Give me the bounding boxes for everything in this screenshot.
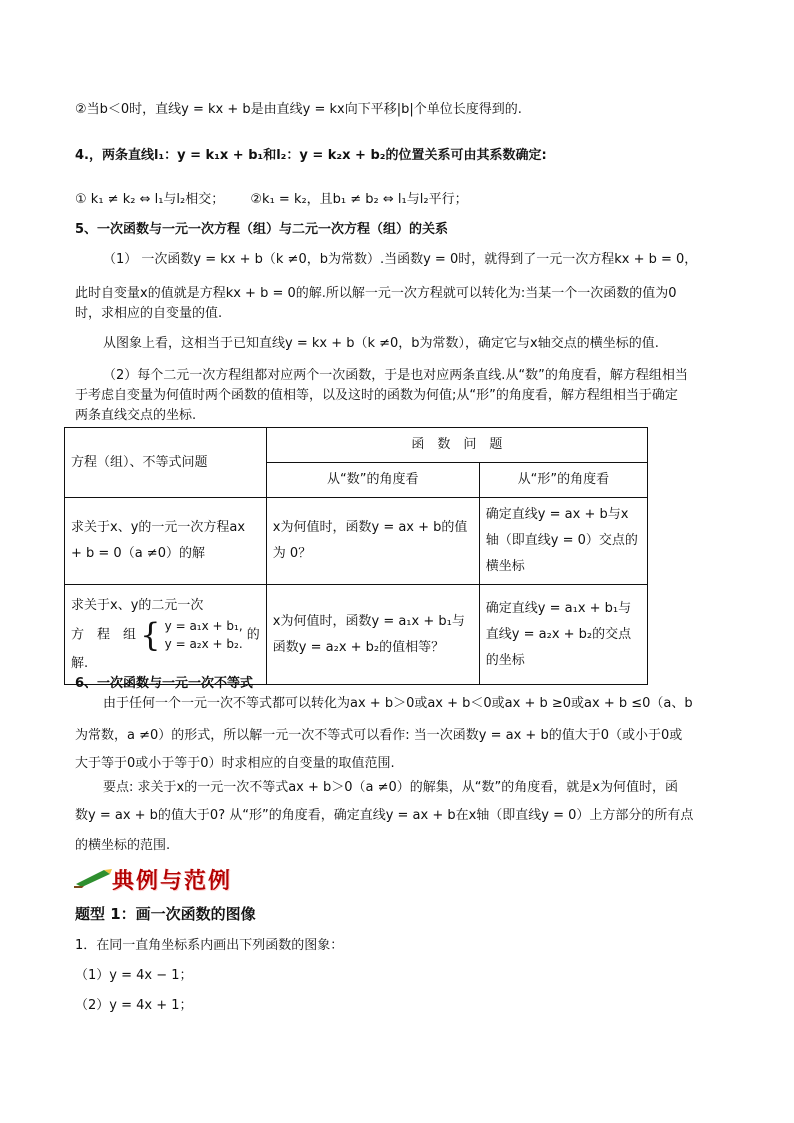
comparison-table (64, 427, 648, 685)
table-header-num: 从“数”的角度看 (266, 463, 479, 498)
text-line (75, 190, 468, 210)
text-line: 要点: 求关于x的一元一次不等式ax + b＞0（a ≠0）的解集，从“数”的角度看，就是x为何值时，函 (103, 780, 678, 795)
table-row (65, 428, 648, 463)
equation-system (165, 617, 243, 653)
table-header-top: 函 数 问 题 (266, 428, 647, 463)
table-header-left: 方程（组）、不等式问题 (65, 428, 267, 498)
table-cell: x为何值时，函数y = ax + b的值为 0？ (266, 498, 479, 585)
text-fragment: 的 (246, 627, 260, 642)
question-item: （2）y = 4x + 1； (75, 998, 193, 1013)
equation: y = a₁x + b₁, (164, 618, 243, 633)
text-fragment: 解. (71, 655, 89, 671)
text-line: 两条直线交点的坐标. (75, 408, 197, 423)
section-heading: 6、一次函数与一元一次不等式 (75, 676, 254, 691)
circled-number: ① (75, 192, 87, 207)
text-fragment: k₁ ≠ k₂ ⇔ l₁与l₂相交； (90, 192, 225, 207)
text-line: （2）每个二元一次方程组都对应两个一次函数，于是也对应两条直线.从“数”的角度看，解方程组相当 (103, 368, 688, 383)
table-row (65, 585, 648, 685)
question-text: 1．在同一直角坐标系内画出下列函数的图象： (75, 938, 344, 953)
pen-icon (74, 866, 114, 888)
text-line: （1） 一次函数y = kx + b（k ≠0，b为常数）.当函数y = 0时，就得到了一元一次方程kx + b = 0， (103, 252, 698, 267)
text-line: 时，求相应的自变量的值. (75, 306, 223, 321)
table-cell: 求关于x、y的一元一次方程ax + b = 0（a ≠0）的解 (65, 498, 267, 585)
brace-symbol: { (140, 615, 161, 654)
examples-banner (74, 864, 254, 892)
text-line (75, 146, 547, 166)
problem-type-title: 题型 1：画一次函数的图像 (75, 905, 256, 923)
table-cell: x为何值时，函数y = a₁x + b₁与函数y = a₂x + b₂的值相等？ (266, 585, 479, 685)
point-heading: 4.，两条直线 (75, 148, 154, 163)
text-line: 大于等于0或小于等于0）时求相应的自变量的取值范围. (75, 756, 395, 771)
text-line: 数y = ax + b的值大于0? 从“形”的角度看，确定直线y = ax + b在x轴（即直线y = 0）上方部分的所有点 (75, 808, 694, 823)
text-line: 于考虑自变量为何值时两个函数的值相等，以及这时的函数为何值;从“形”的角度看，解方程组相当于确定 (75, 388, 678, 403)
equation: y = a₂x + b₂. (164, 636, 243, 651)
table-cell: 确定直线y = a₁x + b₁与直线y = a₂x + b₂的交点的坐标 (479, 585, 647, 685)
text-line: 此时自变量x的值就是方程kx + b = 0的解.所以解一元一次方程就可以转化为:当某一个一次函数的值为0 (75, 286, 677, 301)
section-heading: 5、一次函数与一元一次方程（组）与二元一次方程（组）的关系 (75, 222, 449, 237)
text-line: 由于任何一个一元一次不等式都可以转化为ax + b＞0或ax + b＜0或ax + b ≥0或ax + b ≤0（a、b (103, 696, 693, 711)
text-fragment: l₁：y = k₁x + b₁和l₂：y = k₂x + b₂的位置关系可由其系数确定: (153, 148, 547, 163)
text-line: 的横坐标的范围. (75, 838, 171, 853)
table-header-shape: 从“形”的角度看 (479, 463, 647, 498)
text-line: 从图象上看，这相当于已知直线y = kx + b（k ≠0，b为常数），确定它与x轴交点的横坐标的值. (103, 336, 659, 351)
table-cell (65, 585, 267, 685)
table-cell: 确定直线y = ax + b与x轴（即直线y = 0）交点的横坐标 (479, 498, 647, 585)
text-line: 为常数，a ≠0）的形式，所以解一元一次不等式可以看作: 当一次函数y = ax + b的值大于0（或小于0或 (75, 728, 683, 743)
question-item: （1）y = 4x − 1； (75, 968, 193, 983)
table-row (65, 498, 648, 585)
banner-title: 典例与范例 (112, 868, 233, 894)
text-line: ②当b＜0时，直线y = kx + b是由直线y = kx向下平移|b|个单位长度得到的. (75, 102, 522, 117)
text-fragment: 方 程 组 (71, 627, 137, 642)
text-fragment: ②k₁ = k₂，且b₁ ≠ b₂ ⇔ l₁与l₂平行； (250, 192, 468, 207)
text-fragment: 求关于x、y的二元一次 (71, 597, 204, 613)
